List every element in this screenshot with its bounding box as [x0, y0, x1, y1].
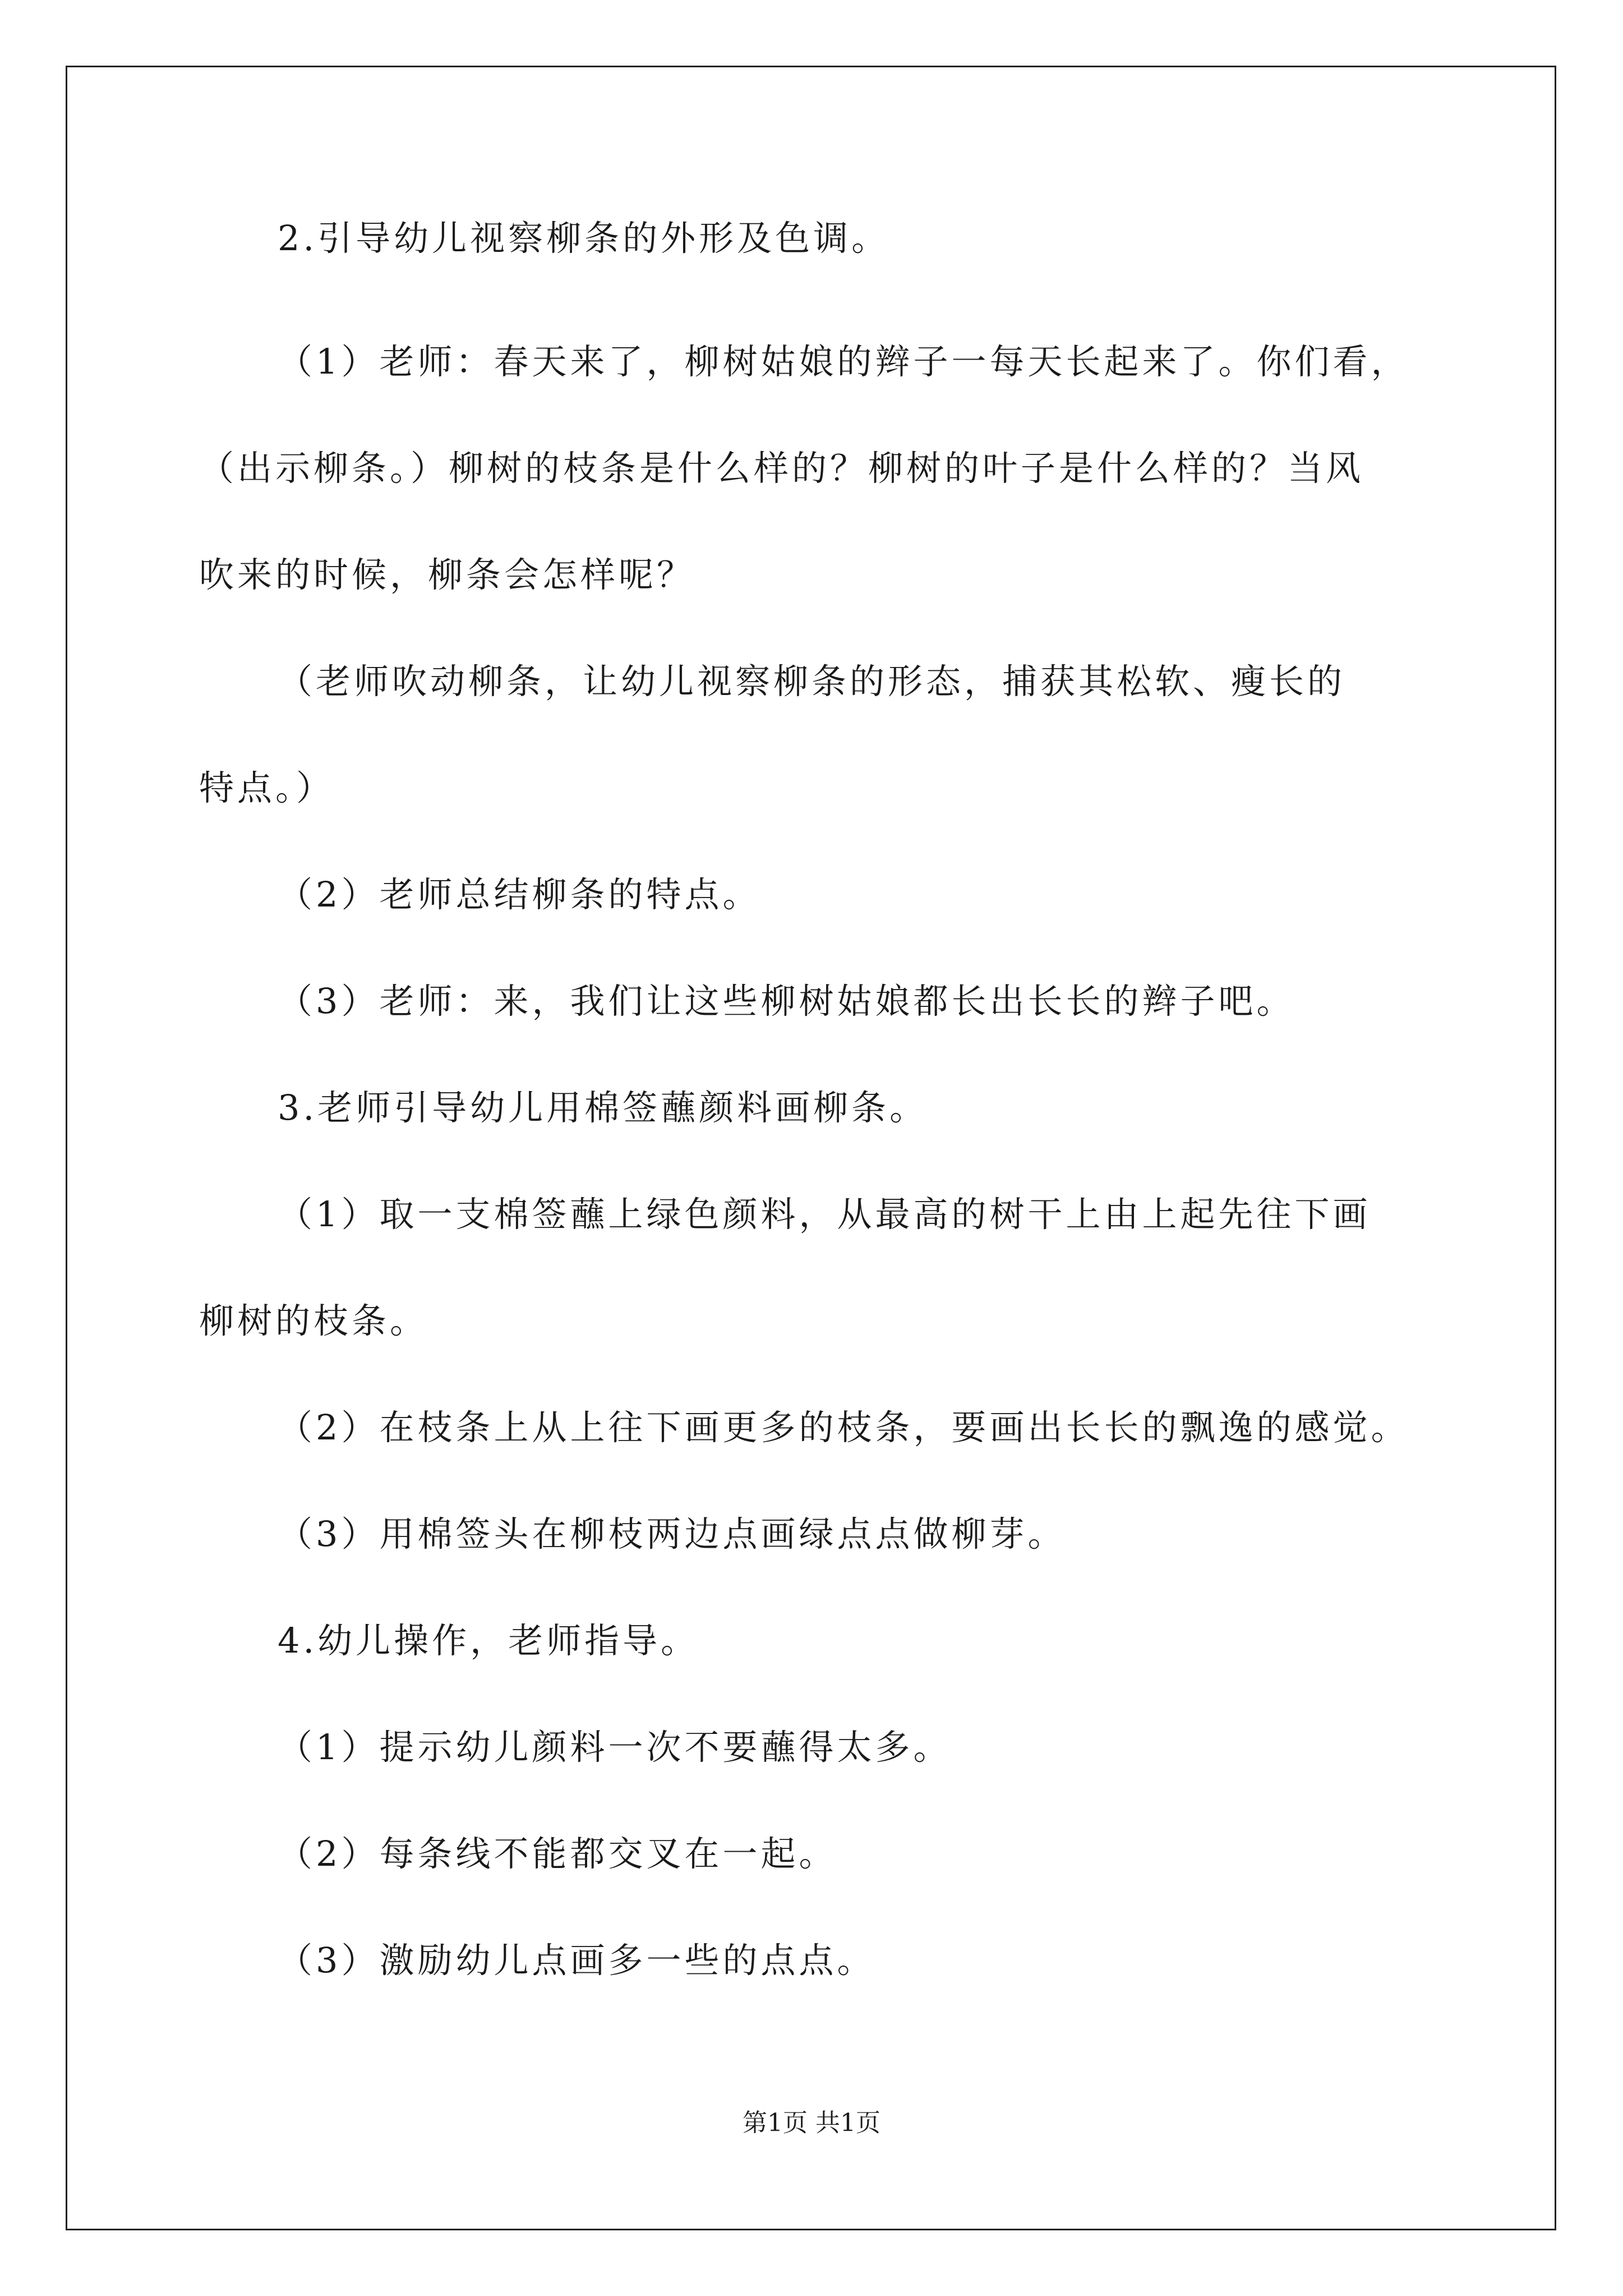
text-line-17: （3）激励幼儿点画多一些的点点。: [278, 1940, 875, 1981]
text-line-9: 3.老师引导幼儿用棉签蘸颜料画柳条。: [278, 1087, 928, 1128]
text-line-2: （1）老师：春天来了，柳树姑娘的辫子一每天长起来了。你们看，: [278, 341, 1409, 382]
text-line-7: （2）老师总结柳条的特点。: [278, 874, 761, 915]
text-line-5: （老师吹动柳条，让幼儿视察柳条的形态，捕获其松软、瘦长的: [278, 661, 1346, 702]
text-line-14: 4.幼儿操作，老师指导。: [278, 1620, 699, 1661]
page-footer: 第1页 共1页: [743, 2109, 880, 2137]
text-line-6: 特点。）: [199, 767, 335, 808]
text-line-15: （1）提示幼儿颜料一次不要蘸得太多。: [278, 1727, 952, 1768]
page-border: [66, 66, 1556, 2230]
text-line-13: （3）用棉签头在柳枝两边点画绿点点做柳芽。: [278, 1513, 1066, 1554]
text-line-11: 柳树的枝条。: [199, 1300, 428, 1341]
text-line-3: （出示柳条。）柳树的枝条是什么样的？柳树的叶子是什么样的？当风: [199, 448, 1364, 489]
text-line-1: 2.引导幼儿视察柳条的外形及色调。: [278, 218, 890, 259]
text-line-8: （3）老师：来，我们让这些柳树姑娘都长出长长的辫子吧。: [278, 981, 1295, 1022]
text-line-10: （1）取一支棉签蘸上绿色颜料，从最高的树干上由上起先往下画: [278, 1194, 1371, 1235]
text-line-4: 吹来的时候，柳条会怎样呢？: [199, 554, 695, 595]
text-line-16: （2）每条线不能都交叉在一起。: [278, 1833, 837, 1874]
text-line-12: （2）在枝条上从上往下画更多的枝条，要画出长长的飘逸的感觉。: [278, 1407, 1409, 1448]
